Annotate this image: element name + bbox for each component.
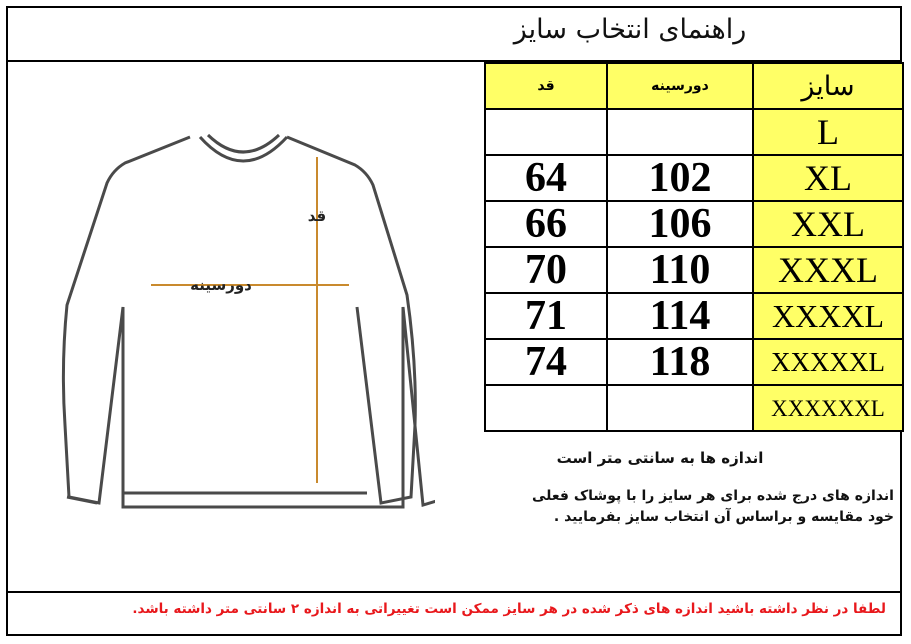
shirt-body-outline <box>63 137 435 507</box>
size-cell: XL <box>753 155 903 201</box>
chest-cell: 106 <box>607 201 753 247</box>
instructions <box>462 486 894 528</box>
height-cell <box>485 385 607 431</box>
shirt-right-sleeve <box>287 137 415 503</box>
size-cell: XXXXXXL <box>753 385 903 431</box>
chest-cell <box>607 385 753 431</box>
chest-cell <box>607 109 753 155</box>
shirt-left-sleeve <box>67 497 97 503</box>
chest-cell: 102 <box>607 155 753 201</box>
table-row <box>485 155 903 201</box>
table-row <box>485 201 903 247</box>
height-label: قد <box>307 207 327 225</box>
table-row <box>485 247 903 293</box>
size-cell: L <box>753 109 903 155</box>
table-row <box>485 109 903 155</box>
header-chest: دورسینه <box>607 63 753 109</box>
shirt-collar-inner <box>208 135 279 152</box>
height-cell: 71 <box>485 293 607 339</box>
chest-label: دورسینه <box>190 276 252 294</box>
footer-warning: لطفا در نظر داشته باشید اندازه های ذکر شده در هر سایز ممکن است تغییراتی به اندازه ۲ سانتی متر داشته باشد. <box>132 601 886 617</box>
chest-cell: 118 <box>607 339 753 385</box>
size-cell: XXL <box>753 201 903 247</box>
size-cell: XXXXL <box>753 293 903 339</box>
table-row <box>485 385 903 431</box>
size-cell: XXXL <box>753 247 903 293</box>
instructions-line-1: اندازه های درج شده برای هر سایز را با پوشاک فعلی <box>532 488 894 504</box>
height-cell: 74 <box>485 339 607 385</box>
page-title: راهنمای انتخاب سایز <box>513 14 747 45</box>
unit-note: اندازه ها به سانتی متر است <box>556 449 764 467</box>
height-cell: 64 <box>485 155 607 201</box>
size-cell: XXXXXL <box>753 339 903 385</box>
chest-cell: 114 <box>607 293 753 339</box>
height-cell: 70 <box>485 247 607 293</box>
divider-bottom <box>6 591 902 593</box>
shirt-diagram <box>55 125 435 525</box>
height-cell: 66 <box>485 201 607 247</box>
header-height: قد <box>485 63 607 109</box>
size-table <box>484 62 904 432</box>
header-size: سایز <box>753 63 903 109</box>
table-row <box>485 293 903 339</box>
height-cell <box>485 109 607 155</box>
chest-cell: 110 <box>607 247 753 293</box>
instructions-line-2: خود مقایسه و براساس آن انتخاب سایز بفرمایید . <box>553 509 894 525</box>
table-row <box>485 339 903 385</box>
